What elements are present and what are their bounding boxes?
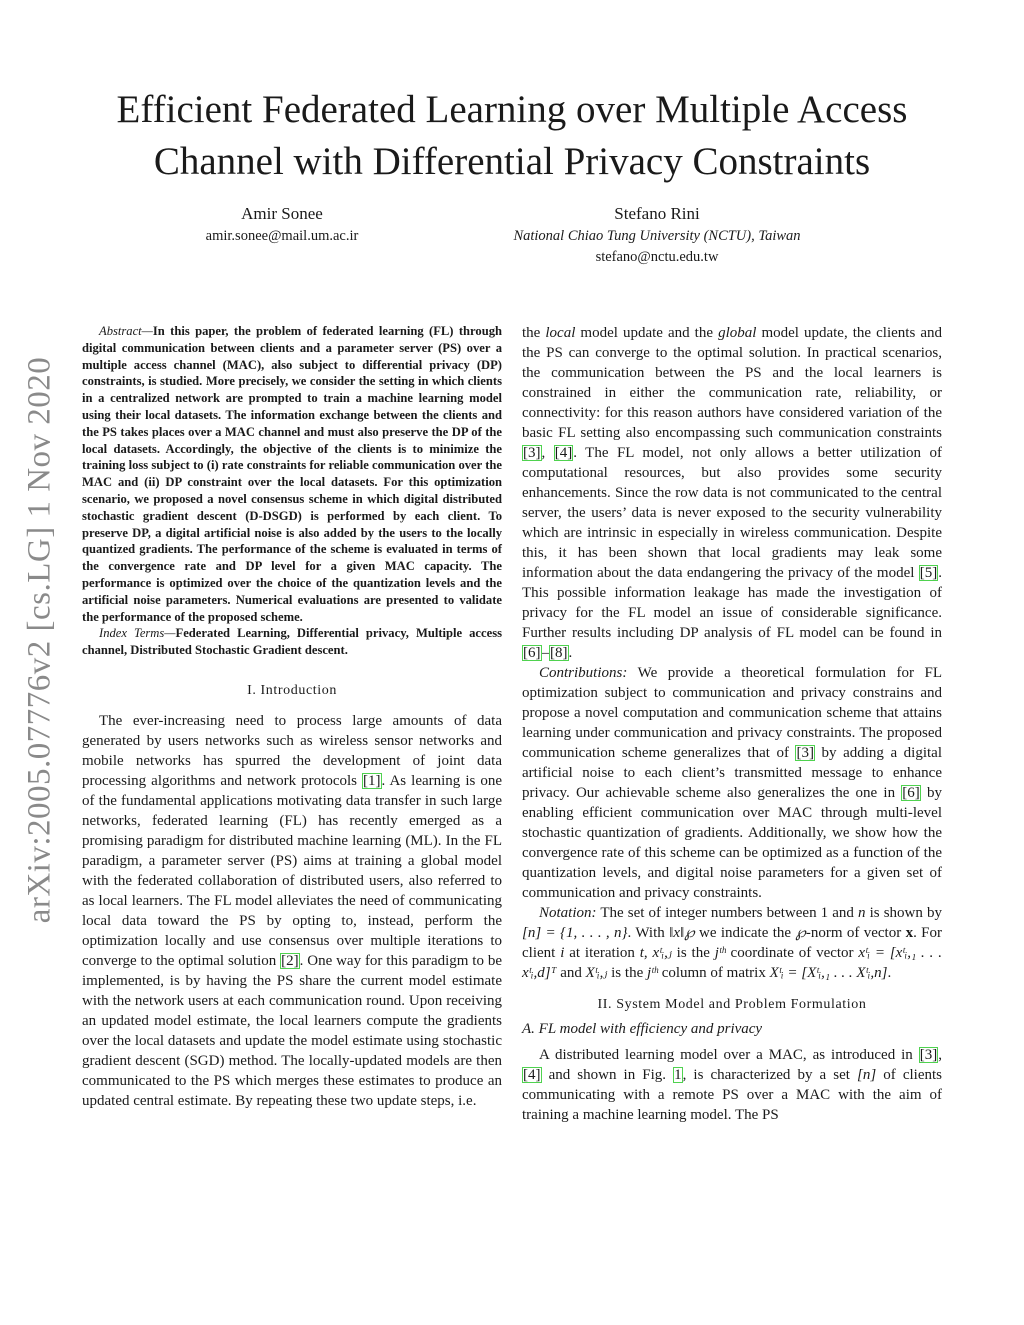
math-inline: Xᵗᵢ = [Xᵗᵢ,₁ . . . Xᵗᵢ,n] xyxy=(769,965,888,981)
text-span: is the xyxy=(607,965,647,981)
math-inline: x xyxy=(905,925,914,941)
math-inline: [n] xyxy=(857,1067,877,1083)
abstract-body: In this paper, the problem of federated learning (FL) through digital communication between clients and a parameter server (PS) over a multiple access channel (MAC), also subject to differential privacy (DP) constraints, is studied. More precisely, we consider the setting in which clients in a centralized network are prompted to train a machine learning model using their local datasets. The information exchange between the clients and the PS takes places over a MAC channel and must also preserve the DP of the local datasets. Accordingly, the objective of the clients is to minimize the training loss subject to (i) rate constraints for reliable communication over the MAC and (ii) DP constraint over the local datasets. For this optimization scenario, we proposed a novel consensus scheme in which digital distributed stochastic gradient descent (D-DSGD) is performed by each client. To preserve DP, a digital artificial noise is also added by the users to the locally quantized gradients. The performance of the scheme is evaluated in terms of the convergence rate and DP level for a given MAC capacity. The performance is optimized over the choice of the quantization levels and the artificial noise parameters. Numerical evaluations are presented to validate the performance of the proposed scheme. xyxy=(82,324,502,624)
arxiv-identifier[interactable]: arXiv:2005.07776v2 [cs.LG] 1 Nov 2020 xyxy=(21,356,58,924)
right-column xyxy=(522,323,942,1125)
text-span: -norm of vector xyxy=(805,925,906,941)
citation-link[interactable]: [3] xyxy=(796,745,814,761)
author-email[interactable]: amir.sonee@mail.um.ac.ir xyxy=(205,228,359,244)
intro-paragraph xyxy=(82,711,502,1111)
section-heading-system-model: II. System Model and Problem Formulation xyxy=(597,997,867,1012)
text-span: by adding a digital artificial noise to each client’s transmitted message to enhance privacy. Our achievable scheme also generalizes the one in xyxy=(522,745,942,801)
citation-link[interactable]: [3] xyxy=(523,445,541,461)
text-span: we indicate the xyxy=(694,925,796,941)
math-inline: xᵗᵢ,ⱼ xyxy=(652,945,672,961)
text-span: , xyxy=(938,1047,942,1063)
notation-paragraph xyxy=(522,903,942,983)
citation-link[interactable]: [8] xyxy=(550,645,568,661)
text-span: of clients communicating with a remote PS over a MAC with the aim of training a machine learning model. The PS xyxy=(522,1067,942,1123)
math-inline: ℘ xyxy=(795,925,806,941)
system-model-paragraph xyxy=(522,1045,942,1125)
text-span: model update, the clients and the PS can converge to the optimal solution. In practical scenarios, the communication between the PS and the local learners is constrained in either the communication rate, reliability, or connectivity: for this reason authors have considered variation of the basic FL setting also encompassing such communication constraints xyxy=(522,325,942,441)
text-span: the xyxy=(522,325,546,341)
math-inline: Xᵗᵢ,ⱼ xyxy=(585,965,608,981)
math-inline: jᵗʰ xyxy=(714,945,726,961)
text-span: is shown by xyxy=(865,905,942,921)
title-line-2: Channel with Differential Privacy Constraints xyxy=(153,140,871,183)
index-terms-label: Index Terms— xyxy=(99,626,176,641)
text-span: model update and the xyxy=(575,325,719,341)
text-span: , is characterized by a set xyxy=(682,1067,858,1083)
text-span: at iteration xyxy=(564,945,640,961)
math-inline: n xyxy=(858,905,866,921)
section-heading-introduction: I. Introduction xyxy=(247,682,337,698)
citation-link[interactable]: [4] xyxy=(523,1067,541,1083)
text-span: . The FL model, not only allows a better utilization of computational resources, but also provides some security enhancements. Since the row data is not communicated to the central server, the users’ data is never exposed to the security vulnerability which are intrinsic in especially in wireless communication. Despite this, it has been shown that local gradients may leak some information about the data endangering the privacy of the model xyxy=(522,445,942,581)
citation-link[interactable]: [6] xyxy=(902,785,920,801)
math-inline: t xyxy=(639,945,644,961)
index-terms xyxy=(82,625,502,659)
title-line-1: Efficient Federated Learning over Multiple Access xyxy=(116,88,908,131)
author-name: Amir Sonee xyxy=(241,204,323,223)
author-block-2 xyxy=(470,202,844,268)
paragraph-lead: Contributions: xyxy=(539,665,628,681)
citation-link[interactable]: [5] xyxy=(919,565,938,581)
text-span: . xyxy=(887,965,892,981)
math-inline: i xyxy=(560,945,565,961)
index-terms-body: Federated Learning, Differential privacy, Multiple access channel, Distributed Stochastic Gradient descent. xyxy=(82,626,502,658)
math-inline: xᵗᵢ = [xᵗᵢ,₁ . . . xᵗᵢ,d]ᵀ xyxy=(522,945,943,981)
author-block-1 xyxy=(172,202,392,247)
citation-link[interactable]: [3] xyxy=(919,1047,938,1063)
text-span: and xyxy=(556,965,586,981)
text-span: – xyxy=(541,645,549,661)
author-email[interactable]: stefano@nctu.edu.tw xyxy=(595,249,719,265)
text-span: , xyxy=(643,945,653,961)
text-span: . As learning is one of the fundamental applications motivating data transfer in such large networks, federated learning (FL) has recently emerged as a promising paradigm for distributed machine learning (ML). In the FL paradigm, a parameter server (PS) aims at training a global model with the federated collaboration of distributed users, also referred to as local learners. The FL model alleviates the need of communicating local data toward the PS by opting to, instead, perform the optimization locally and use consensus over multiple iterations to converge to the optimal solution xyxy=(82,772,502,969)
citation-link[interactable]: [2] xyxy=(281,952,299,969)
text-span: is the xyxy=(671,945,715,961)
text-span: . This possible information leakage has made the investigation of privacy for the FL model an issue of considerable significance. Further results including DP analysis of FL model can be found in xyxy=(522,565,942,641)
emphasis: local xyxy=(545,325,576,341)
contributions-paragraph xyxy=(522,663,942,903)
citation-link[interactable]: [4] xyxy=(554,445,573,461)
author-name: Stefano Rini xyxy=(614,204,700,223)
text-span: and shown in Fig. xyxy=(541,1067,674,1083)
citation-link[interactable]: [1] xyxy=(363,772,381,789)
text-span: A distributed learning model over a MAC, as introduced in xyxy=(539,1047,919,1063)
emphasis: global xyxy=(718,325,757,341)
math-inline: ‖x‖℘ xyxy=(669,925,695,941)
text-span: column of matrix xyxy=(657,965,770,981)
author-affiliation: National Chiao Tung University (NCTU), Taiwan xyxy=(513,228,801,244)
math-inline: [n] = {1, . . . , n} xyxy=(522,925,628,941)
text-span: coordinate of vector xyxy=(725,945,859,961)
text-span: . One way for this paradigm to be implemented, is by having the PS share the current model estimate with the network users at each communication round. Upon receiving an updated model estimate, the local learners compute the gradients over the local datasets and update the model estimate using stochastic gradient descent (SGD) method. The locally-updated models are then communicated to the PS which merges these estimates to produce an updated central estimate. By repeating these two update steps, i.e. xyxy=(82,952,502,1109)
figure-link[interactable]: 1 xyxy=(674,1067,682,1083)
math-inline: jᵗʰ xyxy=(646,965,658,981)
intro-continuation-paragraph xyxy=(522,323,942,663)
paper-title xyxy=(60,84,964,188)
abstract xyxy=(82,323,502,625)
citation-link[interactable]: [6] xyxy=(523,645,541,661)
text-span: . With xyxy=(627,925,670,941)
text-span: The set of integer numbers between 1 and xyxy=(596,905,859,921)
text-span: The ever-increasing need to process large amounts of data generated by users networks such as wireless sensor networks and mobile networks has spurred the development of joint data processing algorithms and network protocols xyxy=(82,712,502,789)
left-column xyxy=(82,323,502,1111)
subsection-heading: A. FL model with efficiency and privacy xyxy=(522,1021,763,1037)
text-span: . For client xyxy=(522,925,943,961)
paragraph-lead: Notation: xyxy=(539,905,597,921)
text-span: . xyxy=(568,645,573,661)
abstract-label: Abstract— xyxy=(99,324,153,338)
text-span: by enabling efficient communication over MAC through multi-level stochastic quantization of gradients. Additionally, we show how the convergence rate of this scheme can be optimized as a function of the quantization levels, and digital noise parameters for a given set of communication and privacy constraints. xyxy=(522,785,943,901)
text-span: We provide a theoretical formulation for FL optimization subject to communication and privacy constrains and propose a novel computation and communication scheme that attains learning under communication and privacy constraints. The proposed communication scheme generalizes that of xyxy=(522,665,942,761)
text-span: , xyxy=(541,445,554,461)
